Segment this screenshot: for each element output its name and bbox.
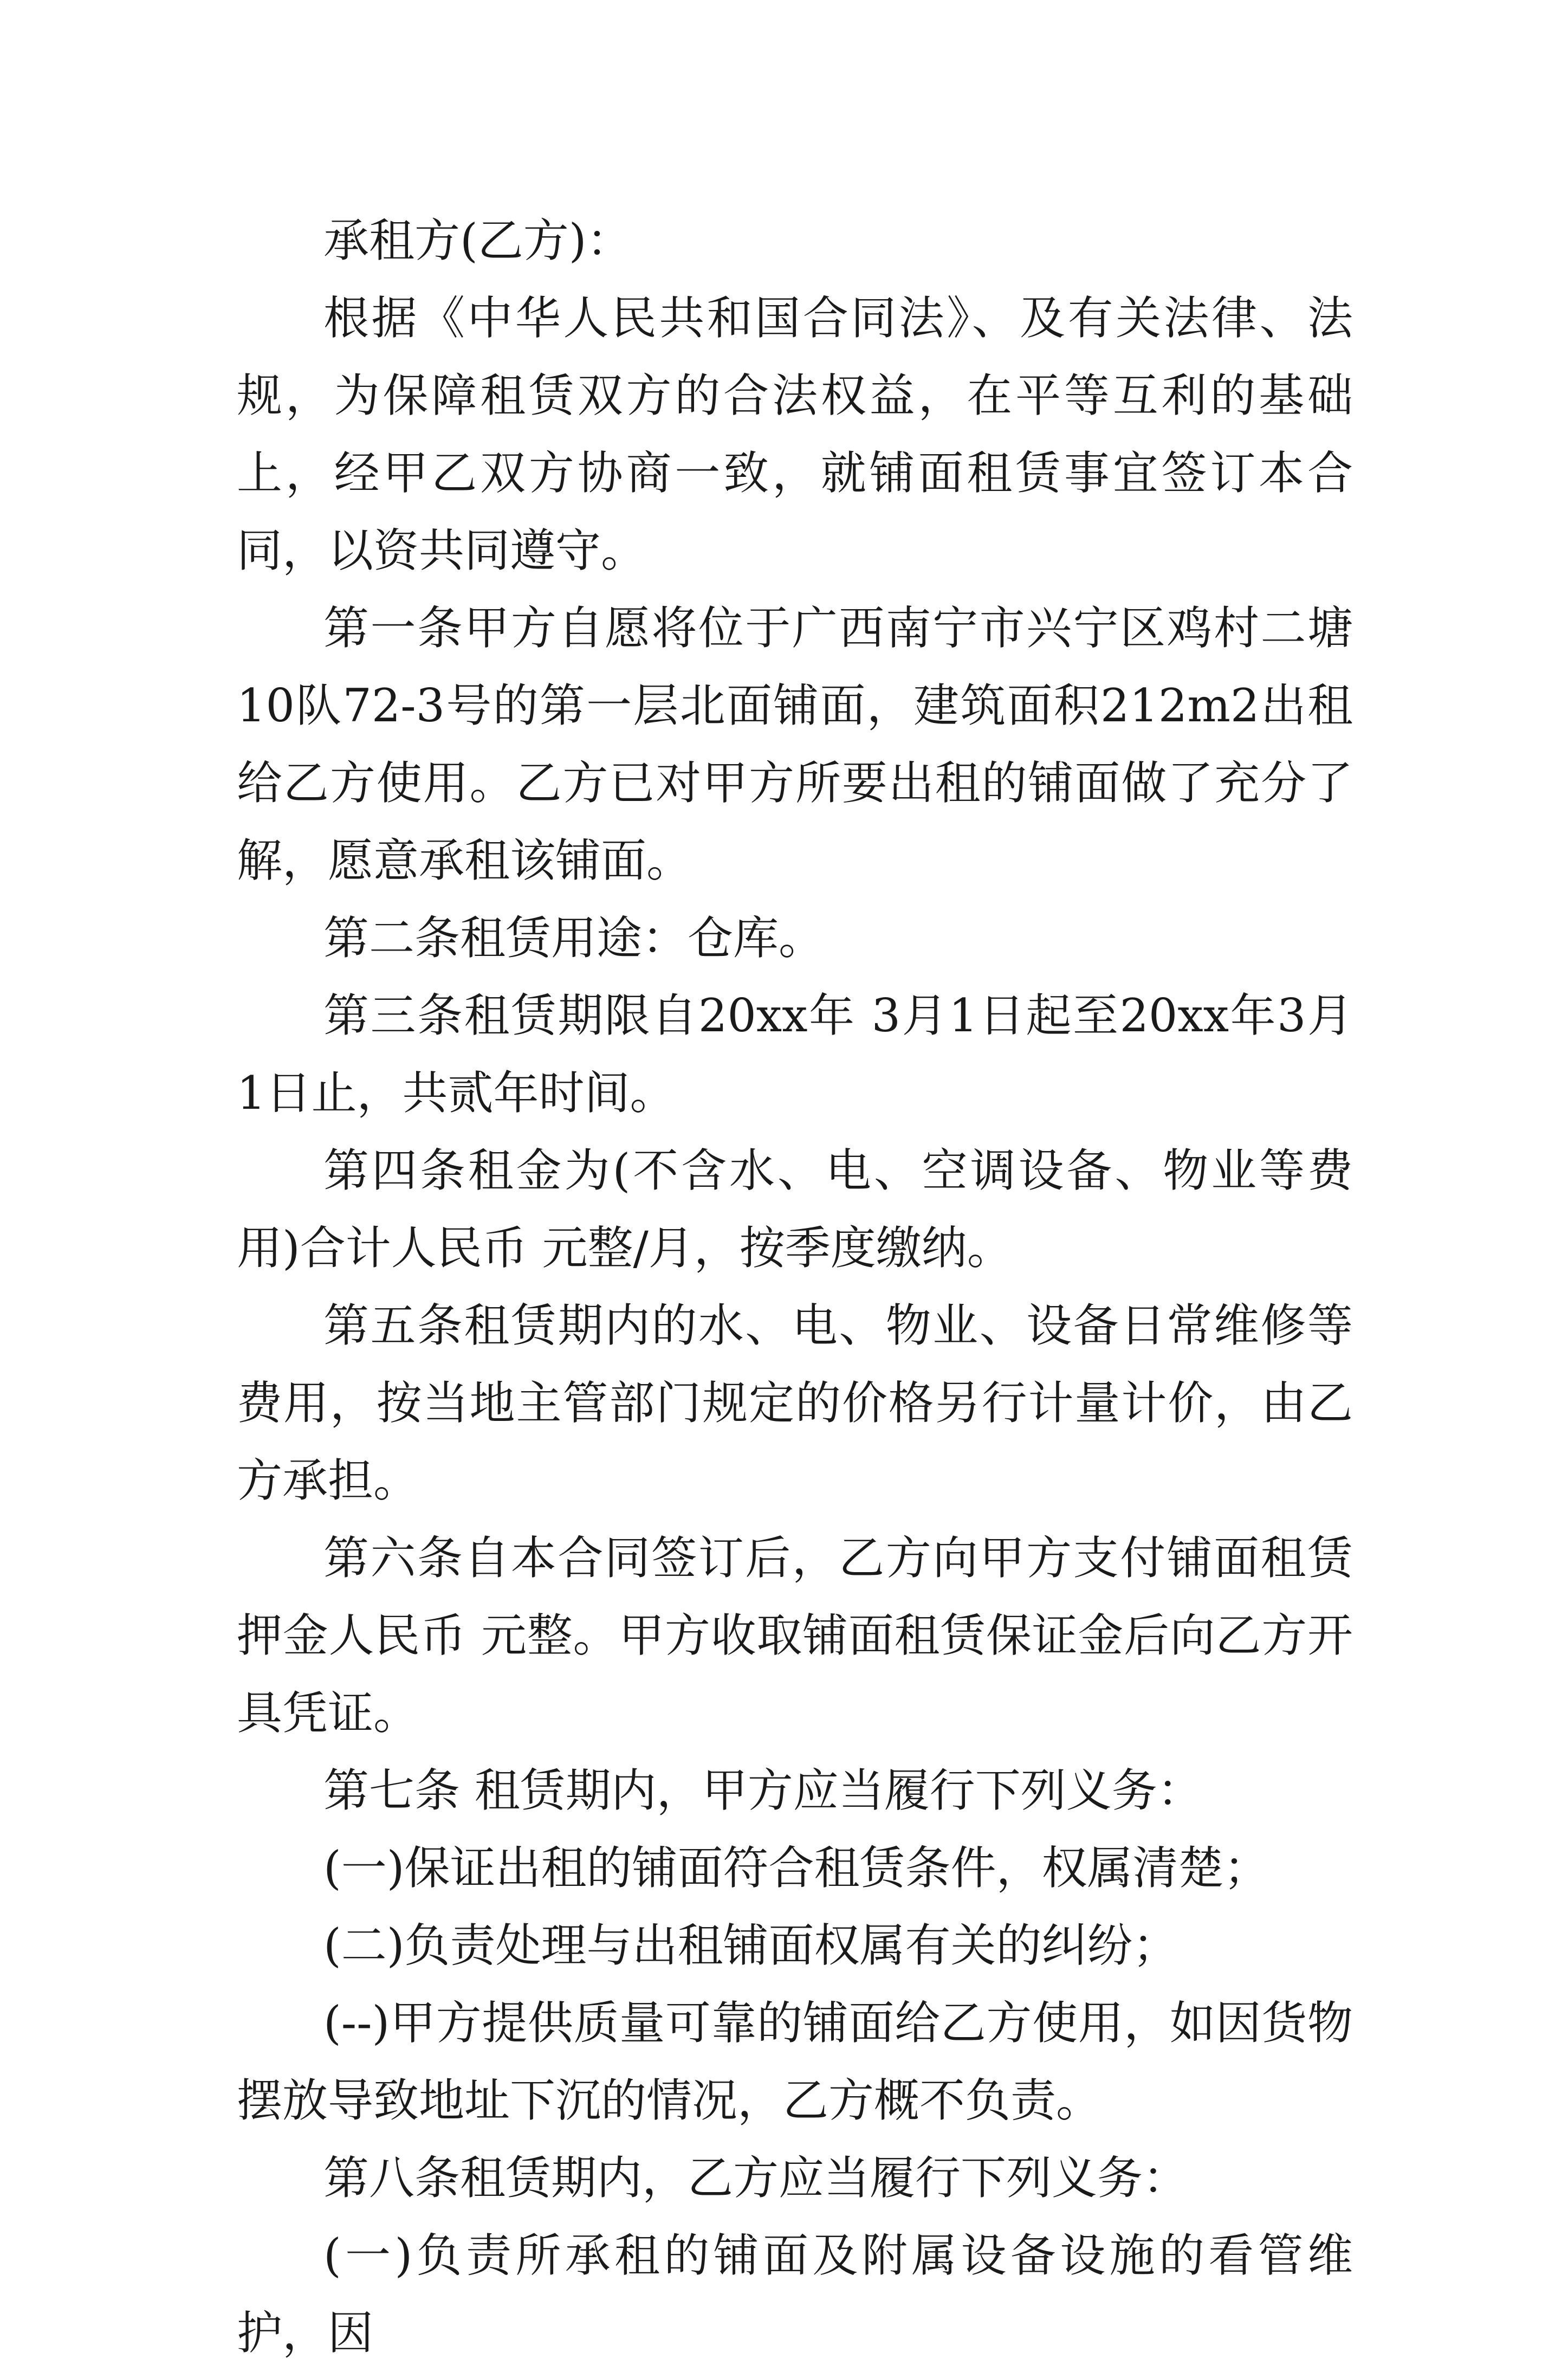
paragraph-article-3: 第三条租赁期限自20xx年 3月1日起至20xx年3月 1日止，共贰年时间。 [237,989,1353,1120]
paragraph-article-7-item-3: (--)甲方提供质量可靠的铺面给乙方使用，如因货物摆放导致地址下沉的情况，乙方概不负责。 [237,1996,1353,2127]
paragraph-article-5: 第五条租赁期内的水、电、物业、设备日常维修等费用，按当地主管部门规定的价格另行计量计价，由乙方承担。 [237,1299,1353,1507]
paragraph-article-7: 第七条 租赁期内，甲方应当履行下列义务： [323,1764,1203,1817]
contract-body [237,202,1353,2372]
paragraph-article-2: 第二条租赁用途：仓库。 [323,912,825,965]
paragraph-article-6: 第六条自本合同签订后，乙方向甲方支付铺面租赁押金人民币 元整。甲方收取铺面租赁保证金后向乙方开具凭证。 [237,1531,1353,1740]
paragraph-article-4: 第四条租金为(不含水、电、空调设备、物业等费用)合计人民币 元整/月，按季度缴纳。 [237,1144,1353,1275]
paragraph-lessee: 承租方(乙方)： [323,214,632,267]
paragraph-preamble: 根据《中华人民共和国合同法》、及有关法律、法规，为保障租赁双方的合法权益，在平等互利的基础上，经甲乙双方协商一致，就铺面租赁事宜签订本合同，以资共同遵守。 [237,292,1353,577]
paragraph-article-1: 第一条甲方自愿将位于广西南宁市兴宁区鸡村二塘10队72-3号的第一层北面铺面，建筑面积212m2出租给乙方使用。乙方已对甲方所要出租的铺面做了充分了解，愿意承租该铺面。 [237,602,1353,887]
paragraph-article-8-item-1: (一)负责所承租的铺面及附属设备设施的看管维护，因 [237,2229,1353,2360]
paragraph-article-7-item-1: (一)保证出租的铺面符合租赁条件，权属清楚； [323,1841,1269,1895]
paragraph-article-8: 第八条租赁期内，乙方应当履行下列义务： [323,2151,1189,2205]
paragraph-article-7-item-2: (二)负责处理与出租铺面权属有关的纠纷； [323,1919,1178,1972]
